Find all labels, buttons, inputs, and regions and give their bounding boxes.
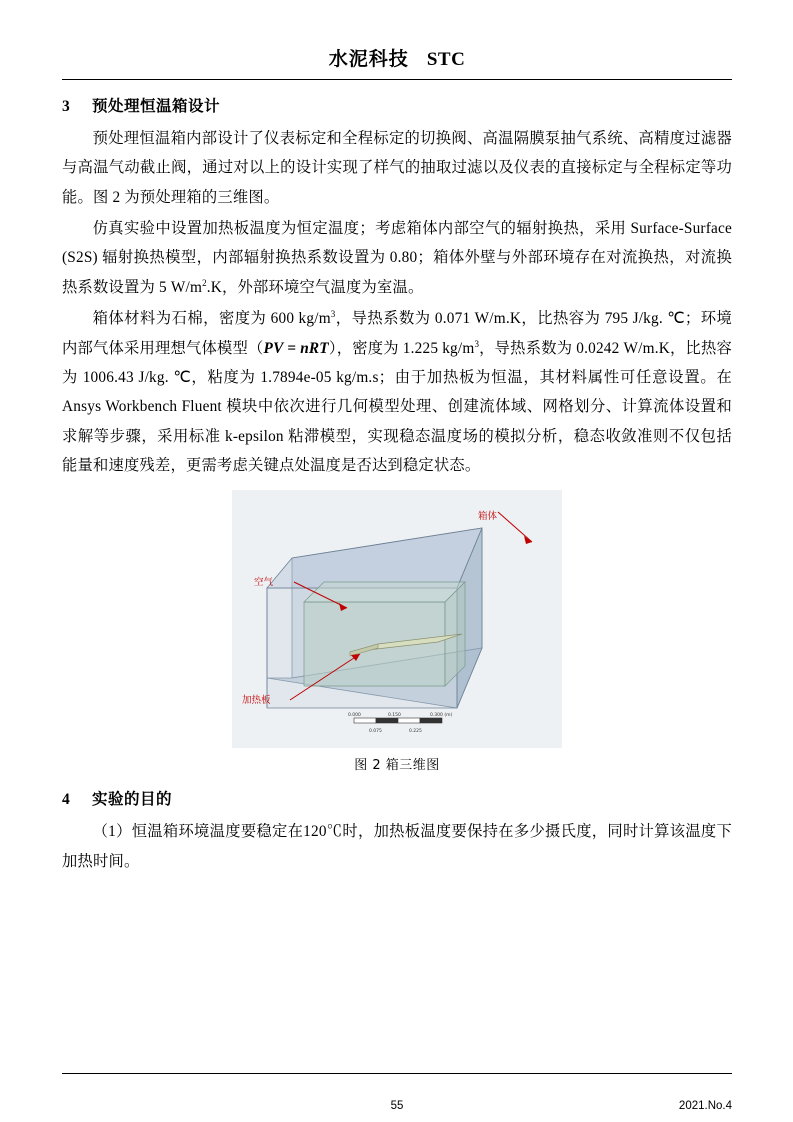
paragraph-2-superscript: 2 [202,277,207,288]
figure-block [62,490,732,773]
figure-label-air: 空气 [254,577,274,589]
paragraph-3-part-a: 箱体材料为石棉，密度为 600 kg/m [92,310,331,328]
paragraph-3-superscript-2: 3 [474,338,480,349]
section-heading-4 [62,787,732,809]
paragraph-2 [62,214,732,302]
svg-text:0.225: 0.225 [409,729,422,735]
svg-text:0.300 (m): 0.300 (m) [430,713,453,719]
paragraph-1: 预处理恒温箱内部设计了仪表标定和全程标定的切换阀、高温隔膜泵抽气系统、高精度过滤器与高温气动截止阀，通过对以上的设计实现了样气的抽取过滤以及仪表的直接标定与全程标定等功能。图 2 为预处理箱的三维图。 [62,130,732,206]
section-heading-3 [62,94,732,116]
paragraph-3 [62,304,732,480]
paragraph-3-part-d: ，导热系数为 0.0242 W/m.K，比热容为 1006.43 J/kg. ℃，粘度为 1.7894e-05 kg/m.s；由于加热板为恒温，其材料属性可任意设置。在 Ansys Workbench Fluent 模块中依次进行几何模型处理、创建流体域、网格划分、计算流体设置和求解等步骤，采用标准 k-epsilon 粘滞模型，实现稳态温度场的模拟分析，稳态收敛准则不仅包括能量和速度残差，更需考虑关键点处温度是否达到稳定状态。 [62,339,732,474]
paragraph-3-superscript-1: 3 [330,309,336,320]
svg-text:0.000: 0.000 [348,713,361,719]
figure-label-plate: 加热板 [242,695,271,707]
section-number-3: 3 [62,98,71,115]
section-title-3: 预处理恒温箱设计 [92,97,221,115]
section-number-4: 4 [62,791,71,809]
header-divider [62,79,732,80]
paragraph-3-part-b: ，导热系数为 0.071 W/m.K，比热容为 795 J/kg. ℃；环境内部气体采用理想气体模型（ [62,310,732,357]
figure-caption: 图 2 箱三维图 [354,758,440,774]
figure-image [232,490,562,748]
footer-divider [62,1073,732,1074]
journal-title-en: STC [426,49,466,70]
section-title-4: 实验的目的 [92,790,173,809]
running-head [62,0,732,71]
page-number: 55 [390,1100,404,1112]
svg-text:0.150: 0.150 [388,713,401,719]
issue-label: 2021.No.4 [678,1100,732,1112]
paragraph-2-part-b: .K，外部环境空气温度为室温。 [206,278,424,296]
paragraph-4: （1）恒温箱环境温度要稳定在120℃时，加热板温度要保持在多少摄氏度，同时计算该温度下加热时间。 [62,823,732,870]
svg-text:0.075: 0.075 [369,729,382,735]
box-3d-illustration [232,490,562,748]
ideal-gas-formula: PV = nRT [263,339,329,357]
figure-label-box: 箱体 [478,511,498,523]
journal-title-cn: 水泥科技 [328,48,409,70]
page-content [62,0,732,1122]
paragraph-3-part-c: ），密度为 1.225 kg/m [328,339,475,357]
paragraph-2-part-a: 仿真实验中设置加热板温度为恒定温度；考虑箱体内部空气的辐射换热，采用 Surface-Surface (S2S) 辐射换热模型，内部辐射换热系数设置为 0.80；箱体外壁与外部环境存在对流换热，对流换热系数设置为 5 W/m [62,220,732,296]
